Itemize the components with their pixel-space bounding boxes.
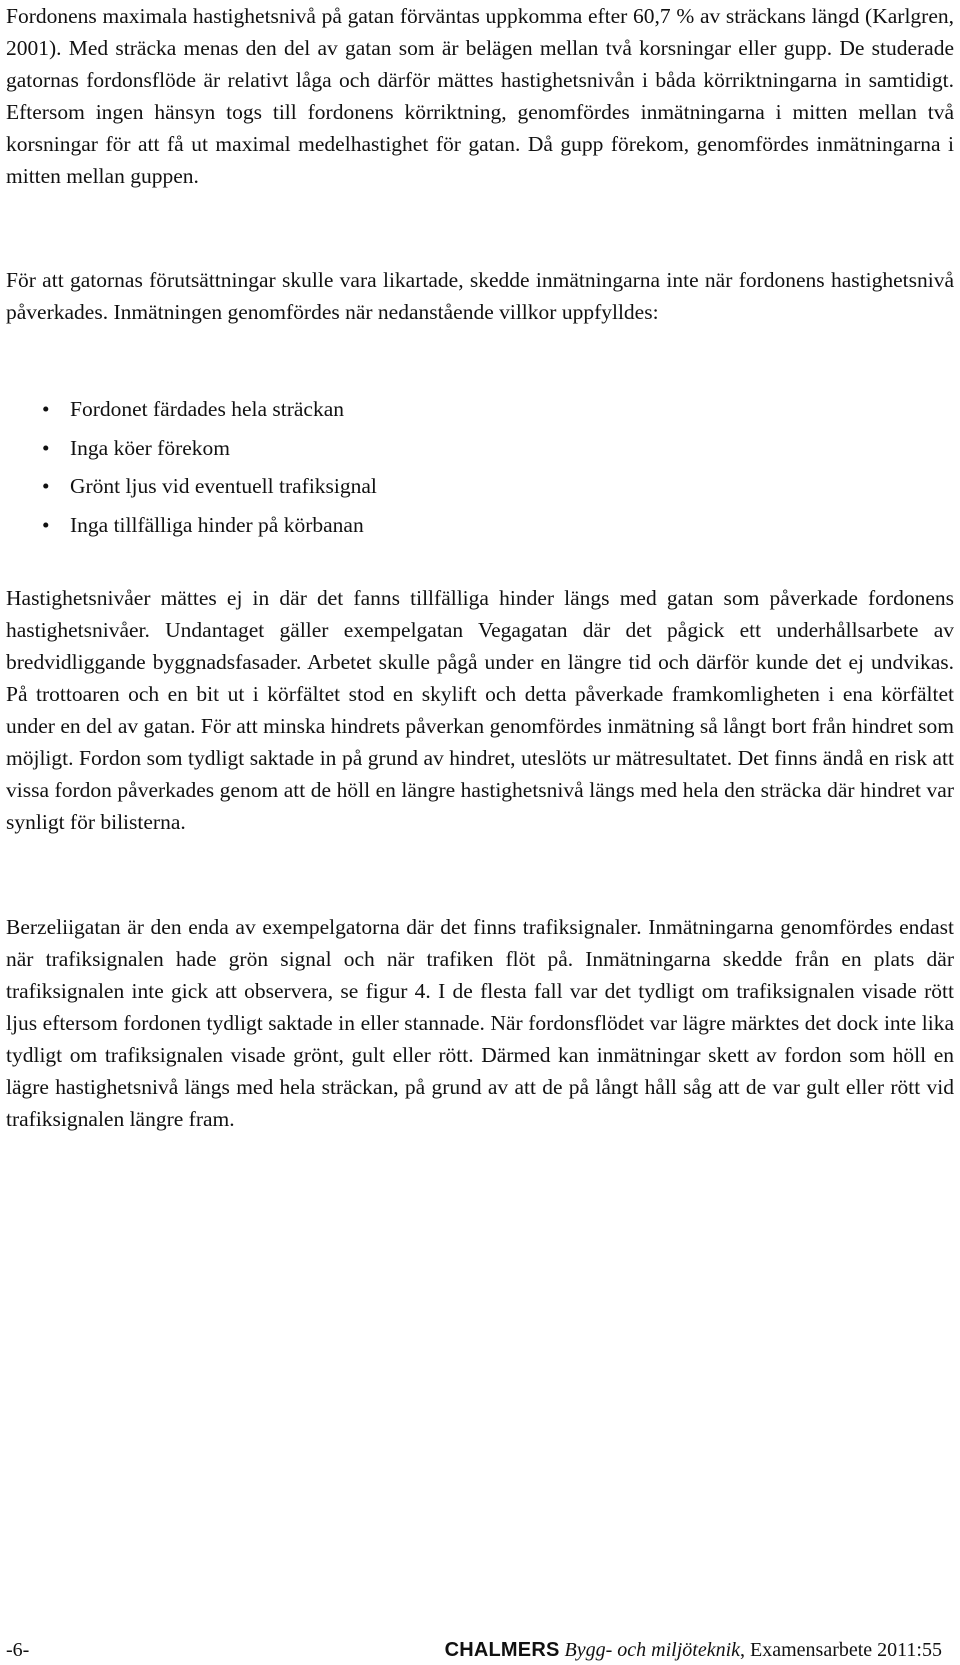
- conditions-list: [40, 390, 377, 544]
- bullet-icon: •: [42, 397, 50, 421]
- condition-text: Grönt ljus vid eventuell trafiksignal: [70, 474, 377, 498]
- page-number: -6-: [6, 1639, 30, 1661]
- bullet-icon: •: [42, 512, 50, 537]
- page-footer: [0, 1638, 960, 1665]
- footer-brand: CHALMERS: [444, 1639, 560, 1661]
- condition-text: Fordonet färdades hela sträckan: [70, 397, 345, 421]
- condition-text: Inga köer förekom: [70, 435, 230, 460]
- paragraph-temporary-obstacles: Hastighetsnivåer mättes ej in där det fanns tillfälliga hinder längs med gatan som påverkade fordonens hastighetsnivåer. Undantaget gäller exempelgatan Vegagatan där det pågick ett underhållsarbete av bredvidliggande byggnadsfasader. Arbetet skulle pågå under en längre tid och därför kunde det ej undvikas. På trottoaren och en bit ut i körfältet stod en skylift och detta påverkade framkomligheten i ena körfältet under en del av gatan. För att minska hindrets påverkan genomfördes inmätning så långt bort från hindret som möjligt. Fordon som tydligt saktade in på grund av hindret, uteslöts ur mätresultatet. Det finns ändå en risk att vissa fordon påverkades genom att de höll en längre hastighetsnivå längs med hela den sträcka där hindret var synligt för bilisterna.: [6, 586, 954, 834]
- list-item: [40, 467, 377, 506]
- bullet-icon: •: [42, 435, 50, 460]
- paragraph-measurement-conditions-intro: För att gatornas förutsättningar skulle vara likartade, skedde inmätningarna inte när fordonens hastighetsnivå påverkades. Inmätningen genomfördes när nedanstående villkor uppfylldes:: [6, 268, 954, 324]
- list-item: [40, 429, 377, 468]
- footer-publication-info: [445, 1638, 942, 1662]
- paragraph-traffic-signals: Berzeliigatan är den enda av exempelgatorna där det finns trafiksignaler. Inmätningarna genomfördes endast när trafiksignalen hade grön signal och när trafiken flöt på. Inmätningarna skedde från en plats där trafiksignalen inte gick att observera, se figur 4. I de flesta fall var det tydligt om trafiksignalen visade rött ljus eftersom fordonen tydligt saktade in eller stannade. När fordonsflödet var lägre märktes det dock inte lika tydligt om trafiksignalen visade grönt, gult eller rött. Därmed kan inmätningar skett av fordon som höll en lägre hastighetsnivå längs med hela sträckan, på grund av att de på långt håll såg att de var gult eller rött vid trafiksignalen längre fram.: [6, 915, 954, 1131]
- list-item: [40, 506, 377, 545]
- bullet-icon: •: [42, 474, 50, 498]
- footer-department: Bygg- och miljöteknik: [564, 1639, 741, 1661]
- footer-report-id: , Examensarbete 2011:55: [740, 1639, 942, 1661]
- condition-text: Inga tillfälliga hinder på körbanan: [70, 512, 364, 537]
- list-item: [40, 390, 377, 429]
- paragraph-speed-measurement-location: Fordonens maximala hastighetsnivå på gatan förväntas uppkomma efter 60,7 % av sträckans längd (Karlgren, 2001). Med sträcka menas den del av gatan som är belägen mellan två korsningar eller gupp. De studerade gatornas fordonsflöde är relativt låga och därför mättes hastighetsnivån i båda körriktningarna in samtidigt. Eftersom ingen hänsyn togs till fordonens körriktning, genomfördes inmätningarna i mitten mellan två korsningar för att få ut maximal medelhastighet för gatan. Då gupp förekom, genomfördes inmätningarna i mitten mellan guppen.: [6, 4, 954, 188]
